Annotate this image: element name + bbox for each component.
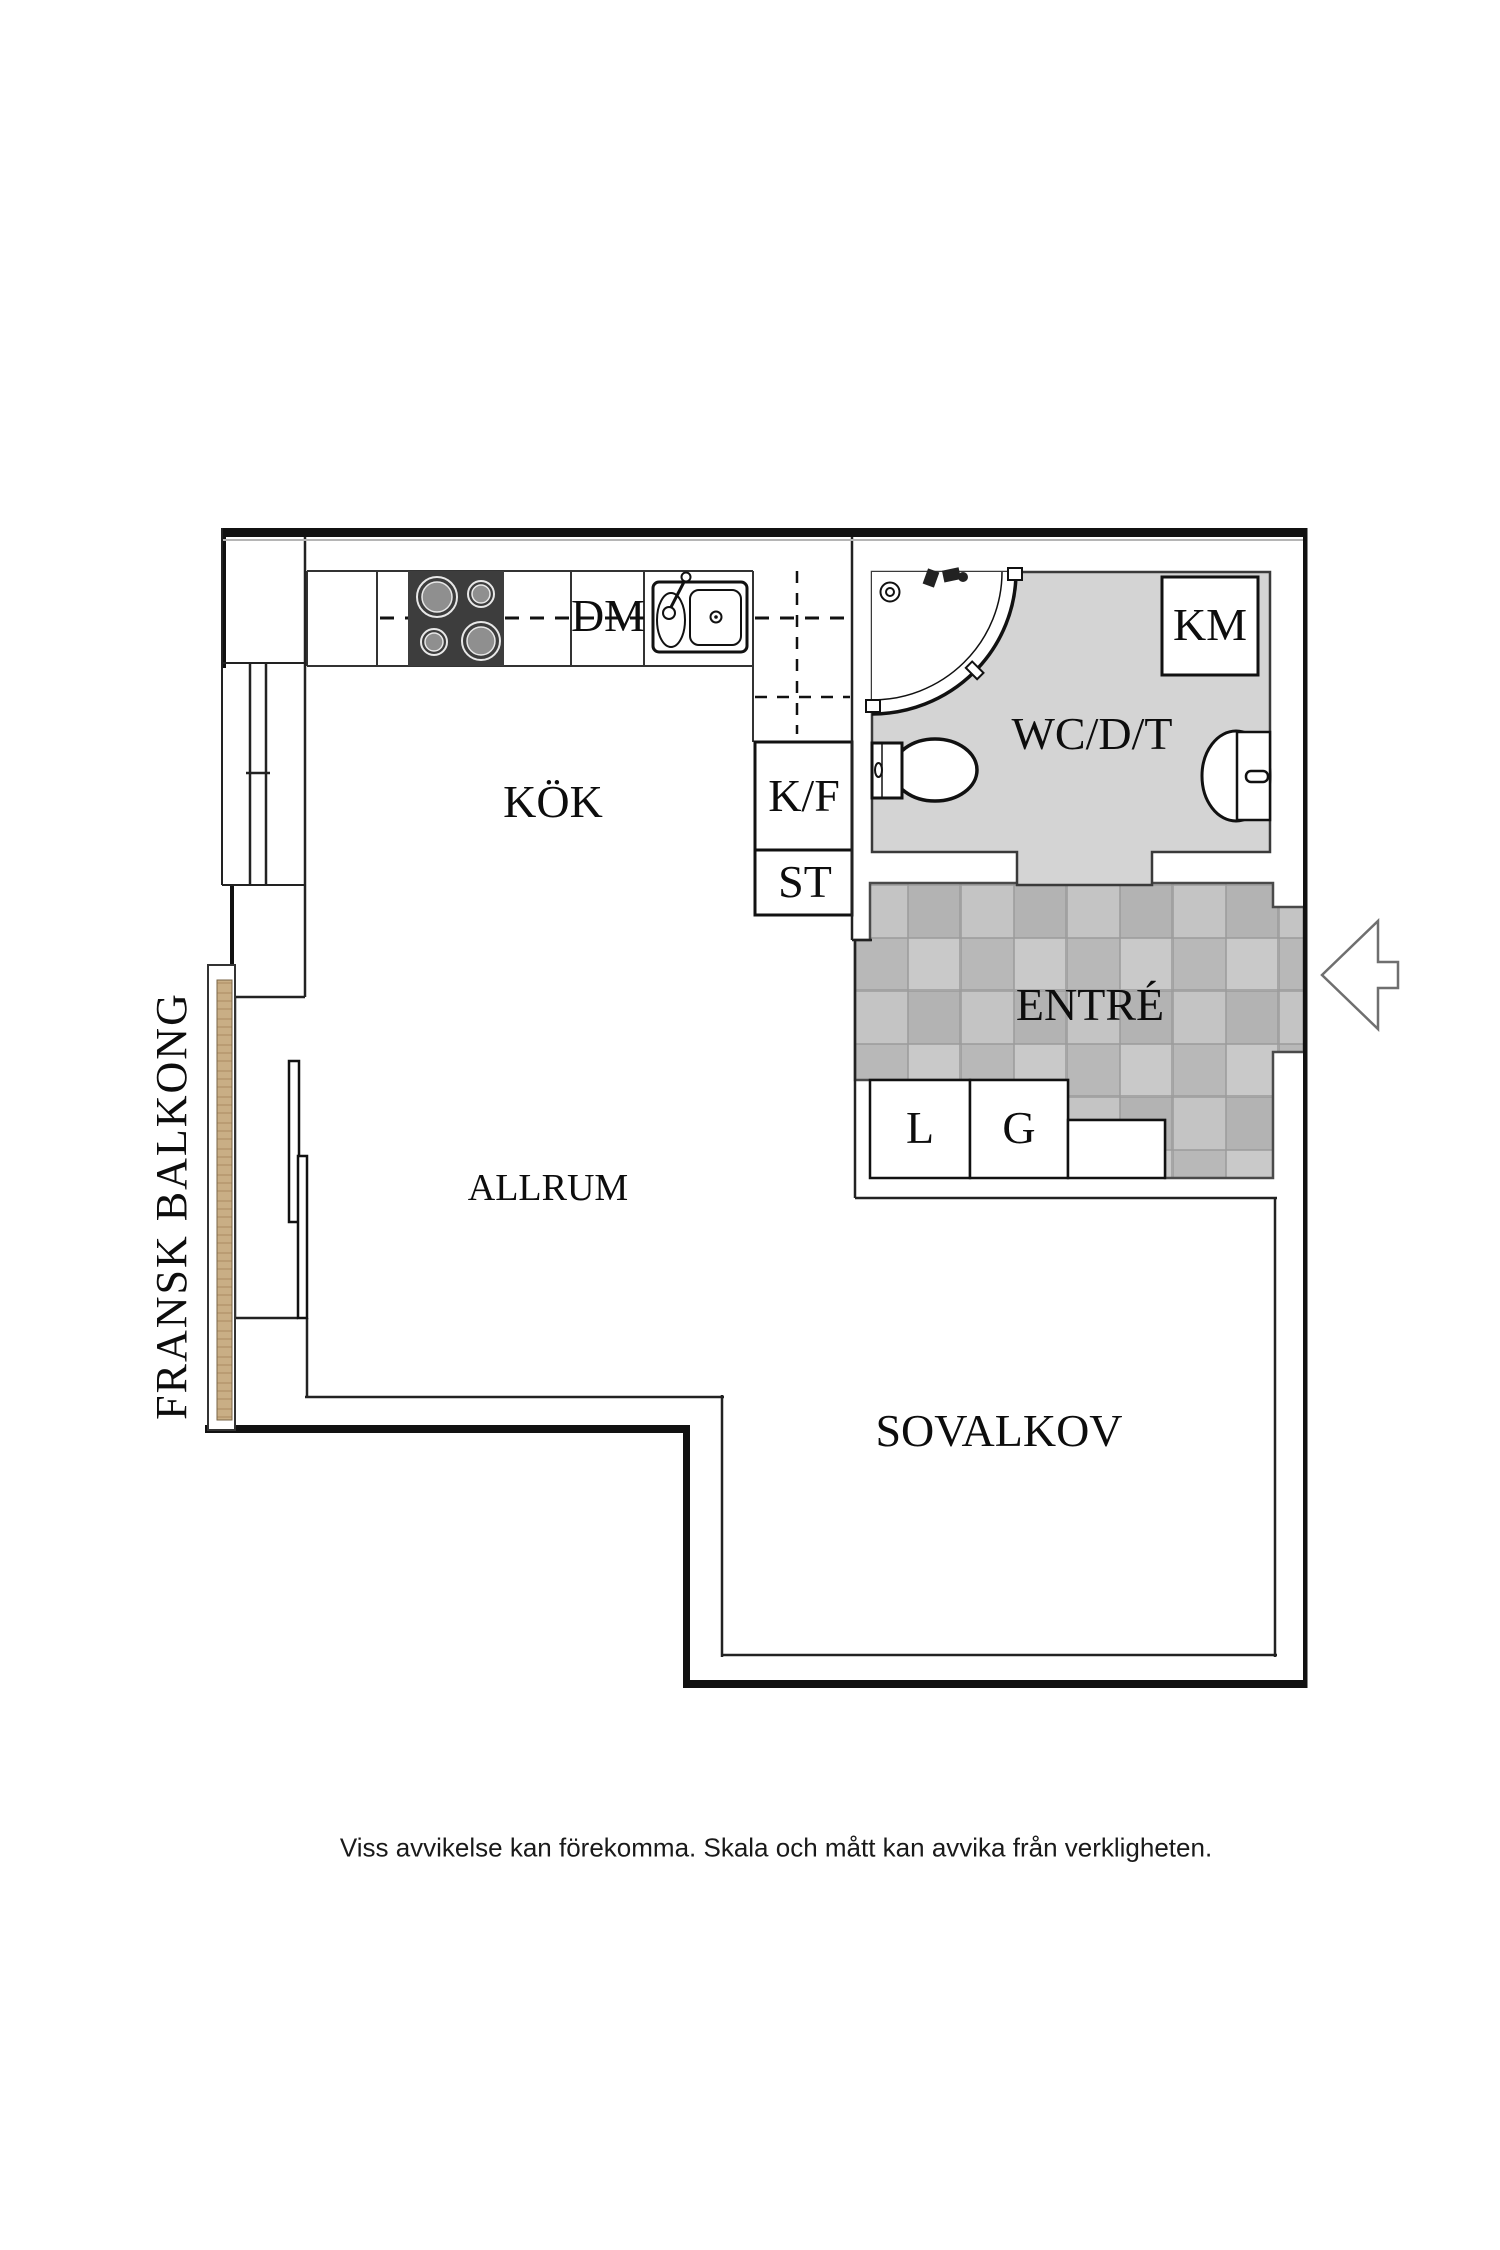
closet-unlabeled-box — [1068, 1120, 1165, 1178]
entrance-arrow-icon — [1322, 921, 1398, 1029]
fixture-label-linen: L — [905, 1102, 935, 1153]
room-label-living: ALLRUM — [467, 1167, 629, 1209]
balcony-door — [208, 965, 307, 1430]
fixture-label-wardrobe: G — [1002, 1102, 1036, 1153]
fixture-label-dishwasher: DM — [570, 590, 646, 641]
room-label-entrance: ENTRÉ — [1015, 979, 1165, 1030]
room-label-sleeping-alcove: SOVALKOV — [875, 1405, 1123, 1456]
room-label-kitchen: KÖK — [503, 776, 603, 827]
door-leaf-2 — [298, 1156, 307, 1318]
toilet-icon — [872, 739, 977, 801]
fixture-label-cleaning: ST — [778, 856, 832, 907]
fixture-label-washing-machine: KM — [1172, 599, 1248, 650]
disclaimer-text: Viss avvikelse kan förekomma. Skala och mått kan avvika från verkligheten. — [339, 1832, 1213, 1863]
room-label-french-balcony: FRANSK BALKONG — [147, 992, 196, 1420]
stove-icon — [408, 571, 504, 666]
room-label-bathroom: WC/D/T — [1011, 708, 1173, 759]
wall-shadow-line — [222, 539, 1303, 541]
fixture-label-fridge: K/F — [768, 770, 840, 821]
sink-icon — [653, 573, 747, 653]
washbasin-icon — [1202, 731, 1270, 821]
window-icon — [222, 528, 305, 885]
